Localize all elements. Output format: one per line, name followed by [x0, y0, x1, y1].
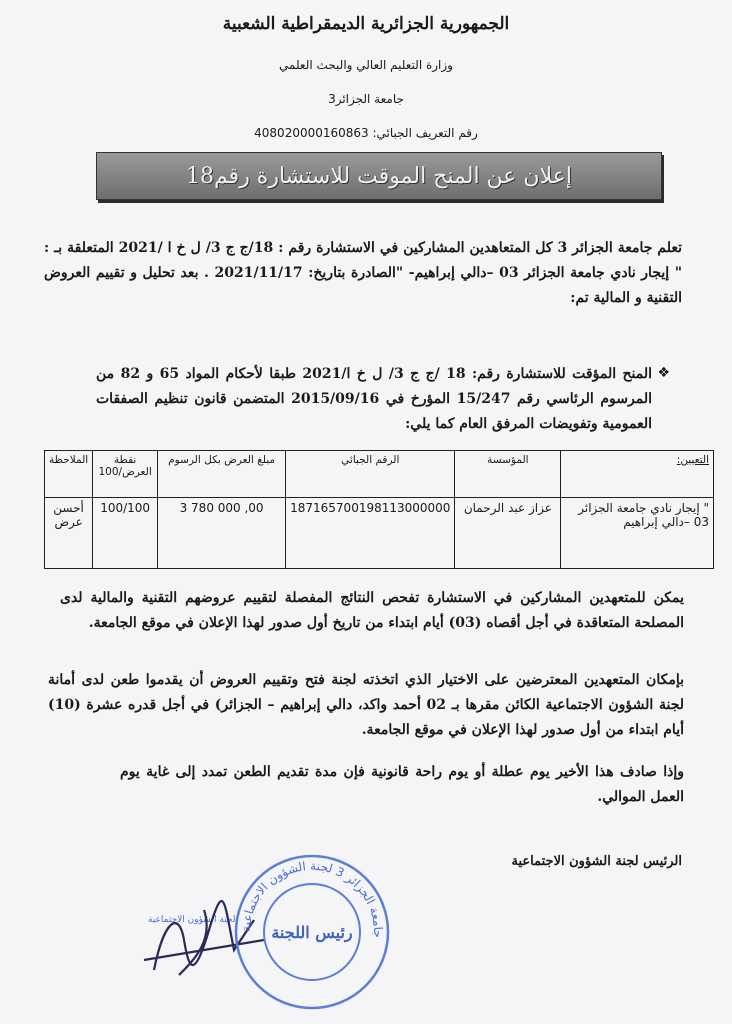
holiday-paragraph: وإذا صادف هذا الأخير يوم عطلة أو يوم راحة قانونية فإن مدة تقديم الطعن تمدد إلى غاية يوم العمل الموالي. [120, 764, 684, 805]
republic-heading: الجمهورية الجزائرية الديمقراطية الشعبية [222, 14, 510, 34]
column-header: الملاحظة [45, 451, 93, 498]
table-cell: 100/100 [93, 498, 158, 569]
award-table [44, 450, 714, 569]
column-header: نقطة العرض/100 [93, 451, 158, 498]
announcement-banner [96, 152, 662, 200]
banner-title: إعلان عن المنح الموقت للاستشارة رقم18 [186, 163, 572, 189]
signature-title: الرئيس لجنة الشؤون الاجتماعية [511, 854, 682, 869]
column-header: المؤسسة [455, 451, 561, 498]
tax-id: رقم التعريف الجبائي: 408020000160863 [254, 126, 478, 140]
stamp-center-text: رئيس اللجنة [271, 923, 353, 942]
appeal-paragraph: بإمكان المتعهدين المعترضين على الاختيار الذي اتخذته لجنة فتح وتقييم العروض أن يقدموا طعن لدى أمانة لجنة الشؤون الاجتماعية الكائن مقرها بـ 02 أحمد واكد، دالي إبراهيم – الجزائر) في أجل قدره عشرة (10) أيام ابتداء من أول صدور لهذا الإعلان في موقع الجامعة. [48, 672, 684, 738]
column-header: التعيين: [561, 451, 714, 498]
official-stamp-icon [232, 852, 392, 1012]
university-heading: جامعة الجزائر3 [328, 92, 404, 106]
award-paragraph: المنح المؤقت للاستشارة رقم: 18 /ج ج 3/ ل خ ا/2021 طبقا لأحكام المواد 65 و 82 من المرسوم الرئاسي رقم 15/247 المؤرخ في 2015/09/16 المتضمن قانون تنظيم الصفقات العمومية وتفويضات المرفق العام كما يلي: [96, 366, 653, 432]
table-header-row [45, 451, 714, 498]
table-cell: عزاز عبد الرحمان [455, 498, 561, 569]
table-cell: أحسن عرض [45, 498, 93, 569]
table-cell: 187165700198113000000 [286, 498, 455, 569]
stamp-ring-text: جامعة الجزائر 3 لجنة الشؤون الاجتماعية [238, 858, 386, 939]
column-header: الرقم الجبائي [286, 451, 455, 498]
table-cell: 3 780 000 ,00 [158, 498, 286, 569]
results-paragraph: يمكن للمتعهدين المشاركين في الاستشارة تفحص النتائج المفصلة لتقييم عروضهم التقنية والمالية لدى المصلحة المتعاقدة في أجل أقصاه (03) أيام ابتداء من تاريخ أول صدور لهذا الإعلان في موقع الجامعة. [60, 590, 684, 631]
column-header: مبلغ العرض بكل الرسوم [158, 451, 286, 498]
table-cell: " إيجار نادي جامعة الجزائر 03 –دالي إبراهيم [561, 498, 714, 569]
side-stamp-text: لجنة الشؤون الاجتماعية [148, 915, 236, 925]
bullet-icon: ❖ [657, 365, 670, 381]
table-row [45, 498, 714, 569]
intro-paragraph: تعلم جامعة الجزائر 3 كل المتعاهدين المشاركين في الاستشارة رقم : 18/ج ج 3/ ل خ ا /2021 المتعلقة بـ : " إيجار نادي جامعة الجزائر 03 –دالي إبراهيم- "الصادرة بتاريخ: 2021/11/17 . بعد تحليل و تقييم العروض التقنية و المالية تم: [44, 240, 682, 306]
ministry-heading: وزارة التعليم العالي والبحث العلمي [279, 58, 453, 72]
